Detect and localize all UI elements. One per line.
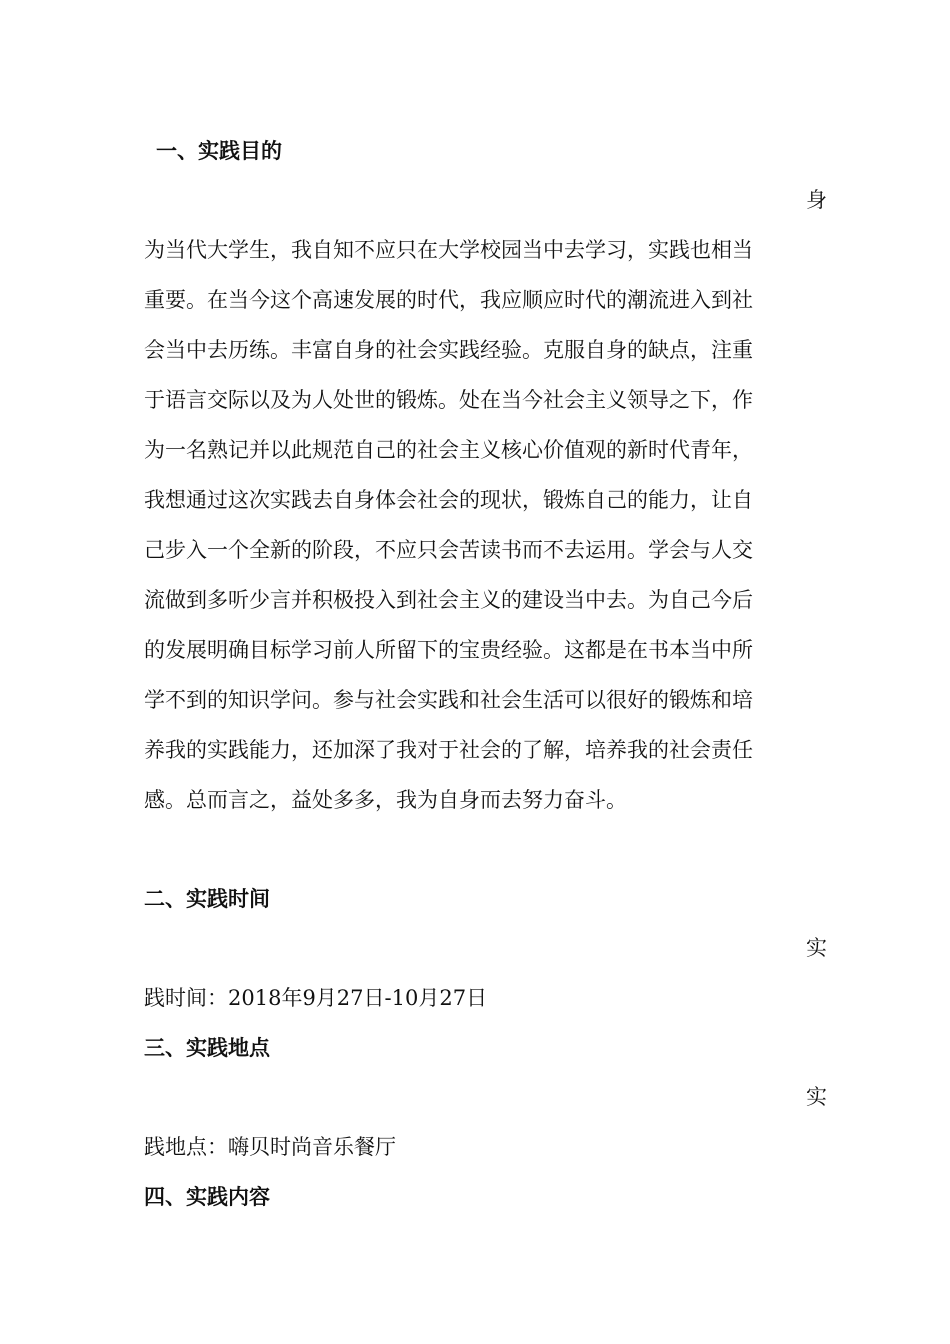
paragraph-line: 己步入一个全新的阶段，不应只会苦读书而不去运用。学会与人交 — [144, 538, 753, 562]
paragraph-lead-char: 身 — [806, 188, 827, 212]
time-line: 践时间：2018年9月27日-10月27日 — [144, 986, 488, 1010]
paragraph-line: 为当代大学生，我自知不应只在大学校园当中去学习，实践也相当 — [144, 238, 753, 262]
section-heading-location: 三、实践地点 — [144, 1036, 270, 1060]
paragraph-line: 的发展明确目标学习前人所留下的宝贵经验。这都是在书本当中所 — [144, 638, 753, 662]
section-heading-time: 二、实践时间 — [144, 887, 270, 911]
paragraph-line: 重要。在当今这个高速发展的时代，我应顺应时代的潮流进入到社 — [144, 288, 753, 312]
paragraph-line: 流做到多听少言并积极投入到社会主义的建设当中去。为自己今后 — [144, 588, 753, 612]
time-lead-char: 实 — [806, 936, 827, 960]
location-lead-char: 实 — [806, 1085, 827, 1109]
paragraph-line: 于语言交际以及为人处世的锻炼。处在当今社会主义领导之下，作 — [144, 388, 753, 412]
paragraph-line: 养我的实践能力，还加深了我对于社会的了解，培养我的社会责任 — [144, 738, 753, 762]
paragraph-line: 会当中去历练。丰富自身的社会实践经验。克服自身的缺点，注重 — [144, 338, 753, 362]
section-heading-content: 四、实践内容 — [144, 1185, 270, 1209]
paragraph-line: 感。总而言之，益处多多，我为自身而去努力奋斗。 — [144, 788, 627, 812]
section-heading-purpose: 一、实践目的 — [156, 139, 282, 163]
paragraph-line: 学不到的知识学问。参与社会实践和社会生活可以很好的锻炼和培 — [144, 688, 753, 712]
paragraph-line: 我想通过这次实践去自身体会社会的现状，锻炼自己的能力，让自 — [144, 488, 753, 512]
paragraph-line: 为一名熟记并以此规范自己的社会主义核心价值观的新时代青年， — [144, 438, 753, 462]
location-line: 践地点：嗨贝时尚音乐餐厅 — [144, 1135, 396, 1159]
